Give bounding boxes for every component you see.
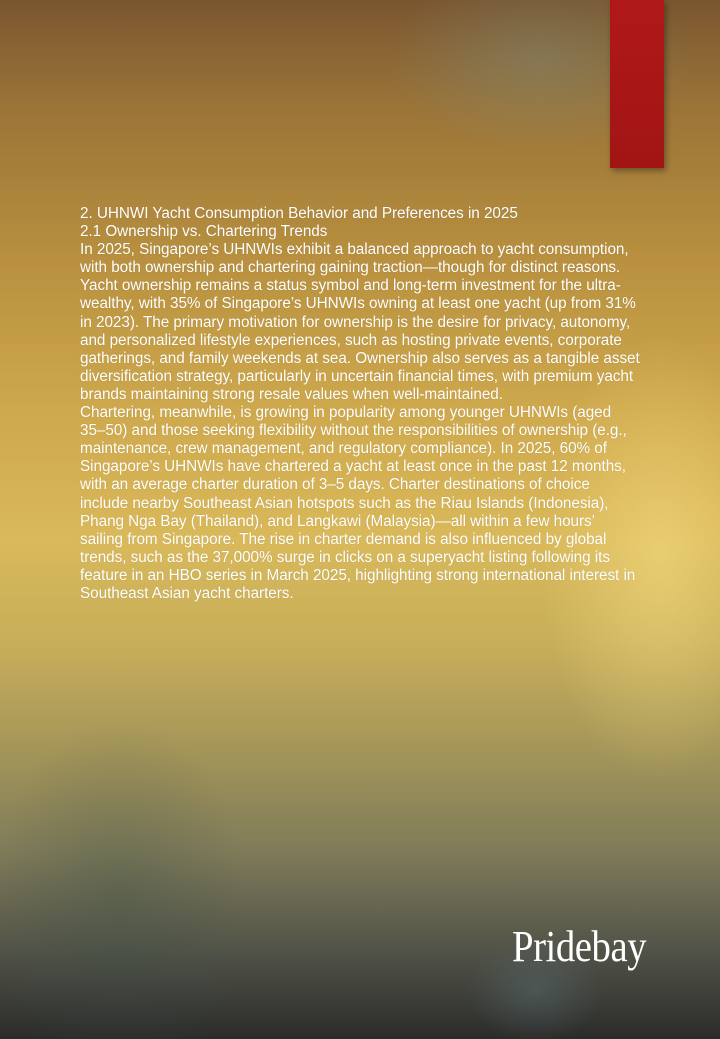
document-body bbox=[80, 205, 640, 603]
paragraph-ownership: In 2025, Singapore’s UHNWIs exhibit a balanced approach to yacht consumption, with both ownership and chartering gaining traction—though for distinct reasons. Yacht ownership remains a status symbol and long-term investment for the ultra-wealthy, with 35% of Singapore’s UHNWIs owning at least one yacht (up from 31% in 2023). The primary motivation for ownership is the desire for privacy, autonomy, and personalized lifestyle experiences, such as hosting private events, corporate gatherings, and family weekends at sea. Ownership also serves as a tangible asset diversification strategy, particularly in uncertain financial times, with premium yacht brands maintaining strong resale values when well-maintained. bbox=[80, 241, 640, 403]
brand-logo: Pridebay bbox=[512, 922, 647, 971]
subsection-heading: 2.1 Ownership vs. Chartering Trends bbox=[80, 223, 328, 241]
section-heading: 2. UHNWI Yacht Consumption Behavior and Preferences in 2025 bbox=[80, 205, 518, 222]
paragraph-chartering: Chartering, meanwhile, is growing in popularity among younger UHNWIs (aged 35–50) and those seeking flexibility without the responsibilities of ownership (e.g., maintenance, crew management, and regulatory compliance). In 2025, 60% of Singapore’s UHNWIs have chartered a yacht at least once in the past 12 months, with an average charter duration of 3–5 days. Charter destinations of choice include nearby Southeast Asian hotspots such as the Riau Islands (Indonesia), Phang Nga Bay (Thailand), and Langkawi (Malaysia)—all within a few hours’ sailing from Singapore. The rise in charter demand is also influenced by global trends, such as the 37,000% surge in clicks on a superyacht listing following its feature in an HBO series in March 2025, highlighting strong international interest in Southeast Asian yacht charters. bbox=[80, 404, 636, 602]
red-bookmark-ribbon bbox=[610, 0, 664, 168]
